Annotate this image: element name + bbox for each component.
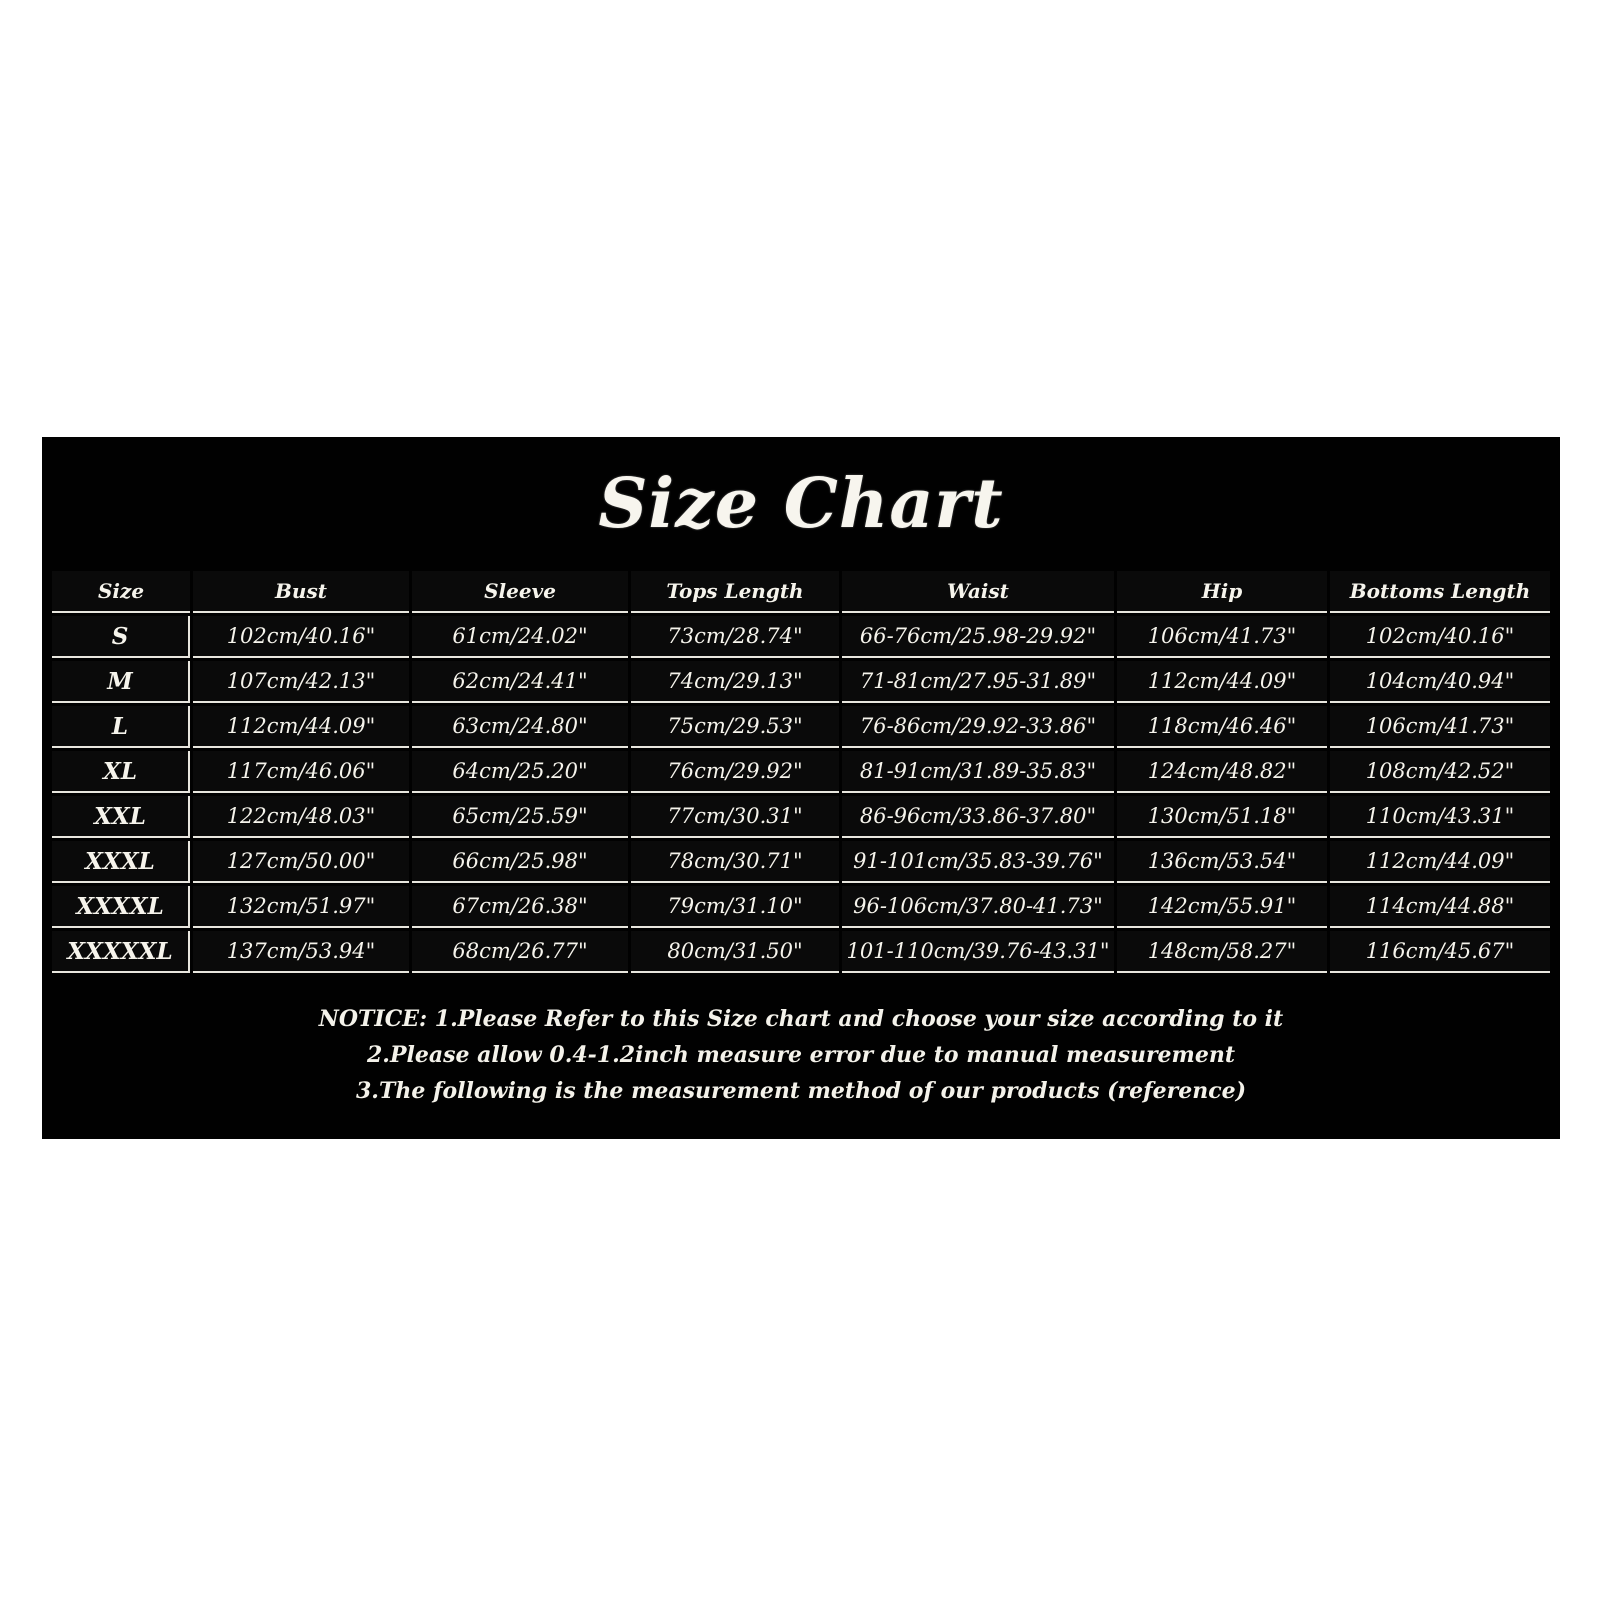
table-row	[52, 706, 1550, 748]
cell-hip: 118cm/46.46"	[1117, 706, 1327, 748]
cell-hip: 124cm/48.82"	[1117, 751, 1327, 793]
cell-bust: 102cm/40.16"	[193, 616, 409, 658]
cell-tops-length: 80cm/31.50"	[631, 931, 839, 973]
cell-tops-length: 74cm/29.13"	[631, 661, 839, 703]
cell-sleeve: 62cm/24.41"	[412, 661, 628, 703]
cell-tops-length: 75cm/29.53"	[631, 706, 839, 748]
notice-line-3: 3.The following is the measurement method of our products (reference)	[356, 1077, 1246, 1104]
cell-bottoms-length: 110cm/43.31"	[1330, 796, 1550, 838]
cell-hip: 112cm/44.09"	[1117, 661, 1327, 703]
cell-tops-length: 77cm/30.31"	[631, 796, 839, 838]
cell-bottoms-length: 114cm/44.88"	[1330, 886, 1550, 928]
table-row	[52, 886, 1550, 928]
cell-hip: 106cm/41.73"	[1117, 616, 1327, 658]
cell-bust: 107cm/42.13"	[193, 661, 409, 703]
table-row	[52, 841, 1550, 883]
notice-block	[42, 1002, 1560, 1109]
cell-size: XXXXL	[52, 886, 190, 928]
cell-sleeve: 68cm/26.77"	[412, 931, 628, 973]
cell-size: XXXL	[52, 841, 190, 883]
cell-bust: 137cm/53.94"	[193, 931, 409, 973]
size-chart-table	[49, 568, 1553, 976]
cell-waist: 91-101cm/35.83-39.76"	[842, 841, 1114, 883]
cell-tops-length: 76cm/29.92"	[631, 751, 839, 793]
column-header-sleeve: Sleeve	[412, 571, 628, 613]
cell-sleeve: 63cm/24.80"	[412, 706, 628, 748]
cell-waist: 66-76cm/25.98-29.92"	[842, 616, 1114, 658]
cell-bottoms-length: 102cm/40.16"	[1330, 616, 1550, 658]
notice-line-2: 2.Please allow 0.4-1.2inch measure error due to manual measurement	[366, 1042, 1235, 1069]
cell-waist: 76-86cm/29.92-33.86"	[842, 706, 1114, 748]
cell-bottoms-length: 104cm/40.94"	[1330, 661, 1550, 703]
cell-hip: 142cm/55.91"	[1117, 886, 1327, 928]
table-row	[52, 751, 1550, 793]
cell-sleeve: 66cm/25.98"	[412, 841, 628, 883]
cell-bottoms-length: 116cm/45.67"	[1330, 931, 1550, 973]
column-header-bottoms-length: Bottoms Length	[1330, 571, 1550, 613]
cell-sleeve: 67cm/26.38"	[412, 886, 628, 928]
cell-size: XXXXXL	[52, 931, 190, 973]
cell-size: S	[52, 616, 190, 658]
cell-size: XL	[52, 751, 190, 793]
column-header-hip: Hip	[1117, 571, 1327, 613]
cell-hip: 130cm/51.18"	[1117, 796, 1327, 838]
cell-sleeve: 61cm/24.02"	[412, 616, 628, 658]
cell-sleeve: 64cm/25.20"	[412, 751, 628, 793]
size-chart-panel	[42, 437, 1560, 1139]
column-header-bust: Bust	[193, 571, 409, 613]
table-row	[52, 796, 1550, 838]
cell-size: M	[52, 661, 190, 703]
cell-hip: 136cm/53.54"	[1117, 841, 1327, 883]
table-header-row	[52, 571, 1550, 613]
notice-line-1: NOTICE: 1.Please Refer to this Size chart and choose your size according to it	[318, 1006, 1284, 1033]
cell-bust: 117cm/46.06"	[193, 751, 409, 793]
page-title: Size Chart	[598, 464, 1004, 544]
cell-tops-length: 79cm/31.10"	[631, 886, 839, 928]
cell-waist: 96-106cm/37.80-41.73"	[842, 886, 1114, 928]
cell-bottoms-length: 106cm/41.73"	[1330, 706, 1550, 748]
cell-bust: 122cm/48.03"	[193, 796, 409, 838]
cell-bottoms-length: 112cm/44.09"	[1330, 841, 1550, 883]
cell-waist: 101-110cm/39.76-43.31"	[842, 931, 1114, 973]
cell-bust: 132cm/51.97"	[193, 886, 409, 928]
table-row	[52, 616, 1550, 658]
cell-tops-length: 78cm/30.71"	[631, 841, 839, 883]
cell-waist: 71-81cm/27.95-31.89"	[842, 661, 1114, 703]
cell-waist: 86-96cm/33.86-37.80"	[842, 796, 1114, 838]
column-header-size: Size	[52, 571, 190, 613]
cell-bust: 127cm/50.00"	[193, 841, 409, 883]
cell-sleeve: 65cm/25.59"	[412, 796, 628, 838]
cell-hip: 148cm/58.27"	[1117, 931, 1327, 973]
cell-size: L	[52, 706, 190, 748]
table-row	[52, 661, 1550, 703]
cell-size: XXL	[52, 796, 190, 838]
cell-waist: 81-91cm/31.89-35.83"	[842, 751, 1114, 793]
cell-bust: 112cm/44.09"	[193, 706, 409, 748]
cell-bottoms-length: 108cm/42.52"	[1330, 751, 1550, 793]
column-header-tops-length: Tops Length	[631, 571, 839, 613]
cell-tops-length: 73cm/28.74"	[631, 616, 839, 658]
table-row	[52, 931, 1550, 973]
column-header-waist: Waist	[842, 571, 1114, 613]
